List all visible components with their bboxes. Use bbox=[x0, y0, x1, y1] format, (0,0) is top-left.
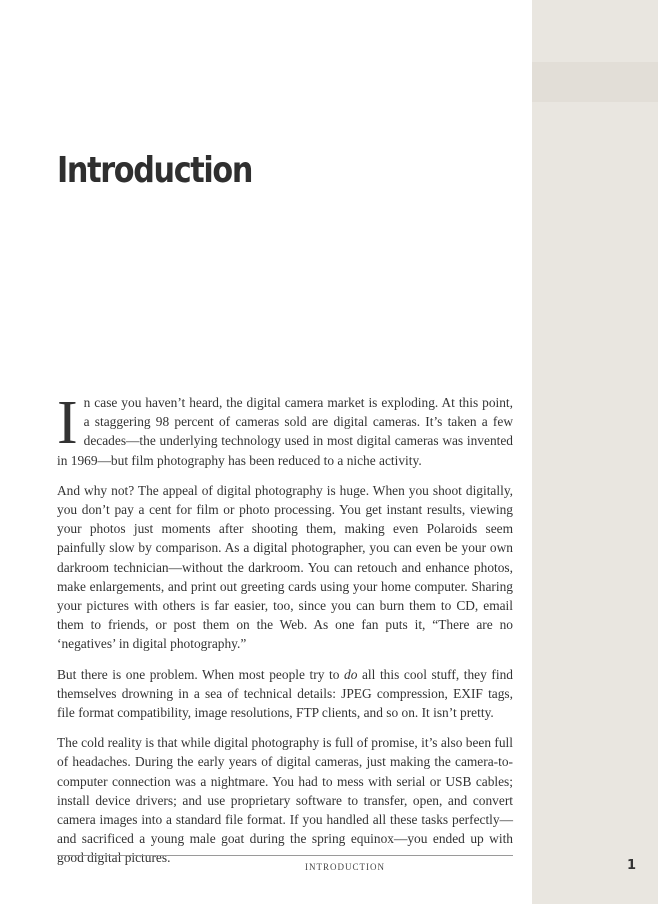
body-text bbox=[57, 389, 513, 879]
running-head: INTRODUCTION bbox=[305, 862, 385, 872]
page-edge-band bbox=[532, 0, 658, 904]
paragraph-3-emphasis: do bbox=[344, 666, 358, 682]
paragraph-1-text: n case you haven’t heard, the digital camera market is exploding. At this point, a staggering 98 percent of cameras sold are digital cameras. It’s taken a few decades—the underlying technology used in most digital cameras was invented in 1969—but film photography has been reduced to a niche activity. bbox=[57, 395, 513, 468]
page-number: 1 bbox=[627, 858, 637, 873]
paragraph-4: The cold reality is that while digital photography is full of promise, it’s also been full of headaches. During the early years of digital cameras, just making the camera-to-computer connection was a nightmare. You had to mess with serial or USB cables; install device drivers; and use proprietary software to transfer, open, and convert camera images into a standard file format. If you handled all these tasks perfectly—and sacrificed a young male goat during the spring equinox—you ended up with good digital pictures. bbox=[57, 735, 513, 866]
drop-cap: I bbox=[57, 389, 78, 457]
paragraph-1 bbox=[57, 389, 513, 470]
paragraph-3-start: But there is one problem. When most people try to bbox=[57, 666, 344, 682]
paragraph-2: And why not? The appeal of digital photography is huge. When you shoot digitally, you don’t pay a cent for film or photo processing. You get instant results, viewing your photos just moments after shooting them, making even Polaroids seem painfully slow by comparison. As a digital photographer, you can even be your own darkroom technician—without the darkroom. You can retouch and enhance photos, make enlargements, and print out greeting cards using your home computer. Sharing your pictures with others is far easier, too, since you can burn them to CD, email them to friends, or post them on the Web. As one fan puts it, “There are no ‘negatives’ in digital photography.” bbox=[57, 482, 513, 652]
tab-shadow bbox=[532, 62, 658, 102]
footer-rule bbox=[57, 855, 513, 856]
chapter-title: Introduction bbox=[57, 150, 253, 191]
paragraph-3-end: all this cool stuff, they find themselves drowning in a sea of technical details: JPEG compression, EXIF tags, file format compatibility, image resolutions, FTP clients, and so on. It isn’t pretty. bbox=[57, 666, 513, 721]
paragraph-3 bbox=[57, 665, 513, 723]
